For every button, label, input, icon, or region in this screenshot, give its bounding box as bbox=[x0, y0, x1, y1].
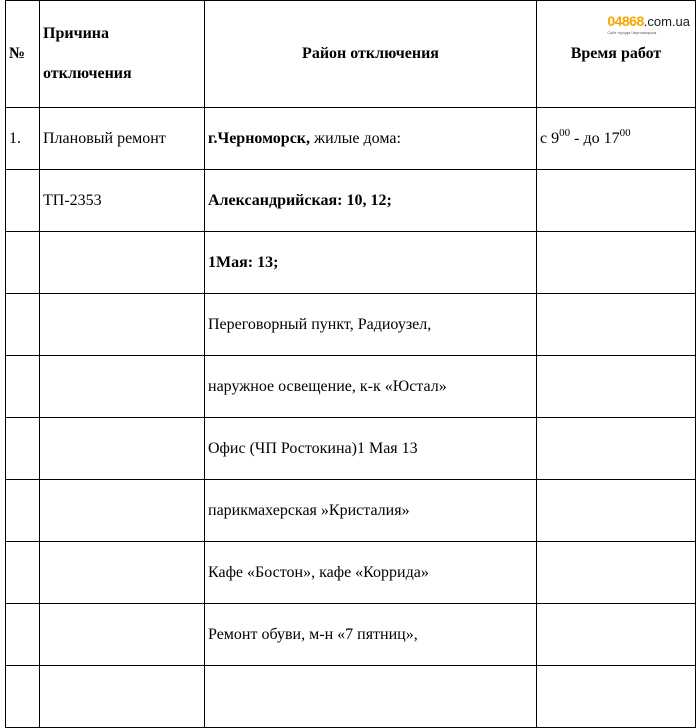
header-reason: Причина отключения bbox=[40, 1, 205, 108]
row-reason: Плановый ремонт bbox=[40, 108, 205, 170]
table-row bbox=[6, 232, 696, 294]
table-row bbox=[6, 170, 696, 232]
table-header-row bbox=[6, 1, 696, 108]
table-row bbox=[6, 108, 696, 170]
logo-number: 04868 bbox=[607, 13, 644, 29]
logo-tagline: Сайт города Черноморска bbox=[607, 30, 657, 35]
row-area: наружное освещение, к-к «Юстал» bbox=[205, 356, 537, 418]
table-row bbox=[6, 604, 696, 666]
table-row bbox=[6, 356, 696, 418]
header-number: № bbox=[6, 1, 40, 108]
row-area: 1Мая: 13; bbox=[205, 232, 537, 294]
table-row bbox=[6, 542, 696, 604]
row-area: Ремонт обуви, м-н «7 пятниц», bbox=[205, 604, 537, 666]
logo-domain: .com.ua bbox=[643, 14, 690, 29]
row-area: Кафе «Бостон», кафе «Коррида» bbox=[205, 542, 537, 604]
header-time: Время работ bbox=[537, 1, 696, 108]
header-area: Район отключения bbox=[205, 1, 537, 108]
table-row bbox=[6, 666, 696, 728]
row-area: Переговорный пункт, Радиоузел, bbox=[205, 294, 537, 356]
row-area: Александрийская: 10, 12; bbox=[205, 170, 537, 232]
table-row bbox=[6, 480, 696, 542]
row-area: Офис (ЧП Ростокина)1 Мая 13 bbox=[205, 418, 537, 480]
row-number: 1. bbox=[6, 108, 40, 170]
row-area: парикмахерская »Кристалия» bbox=[205, 480, 537, 542]
row-reason: ТП-2353 bbox=[40, 170, 205, 232]
row-area: г.Черноморск, жилые дома: bbox=[205, 108, 537, 170]
table-row bbox=[6, 294, 696, 356]
outage-table bbox=[5, 0, 696, 728]
row-time: с $9^{00}$ - до $17^{00}$ bbox=[537, 108, 696, 170]
table-row bbox=[6, 418, 696, 480]
